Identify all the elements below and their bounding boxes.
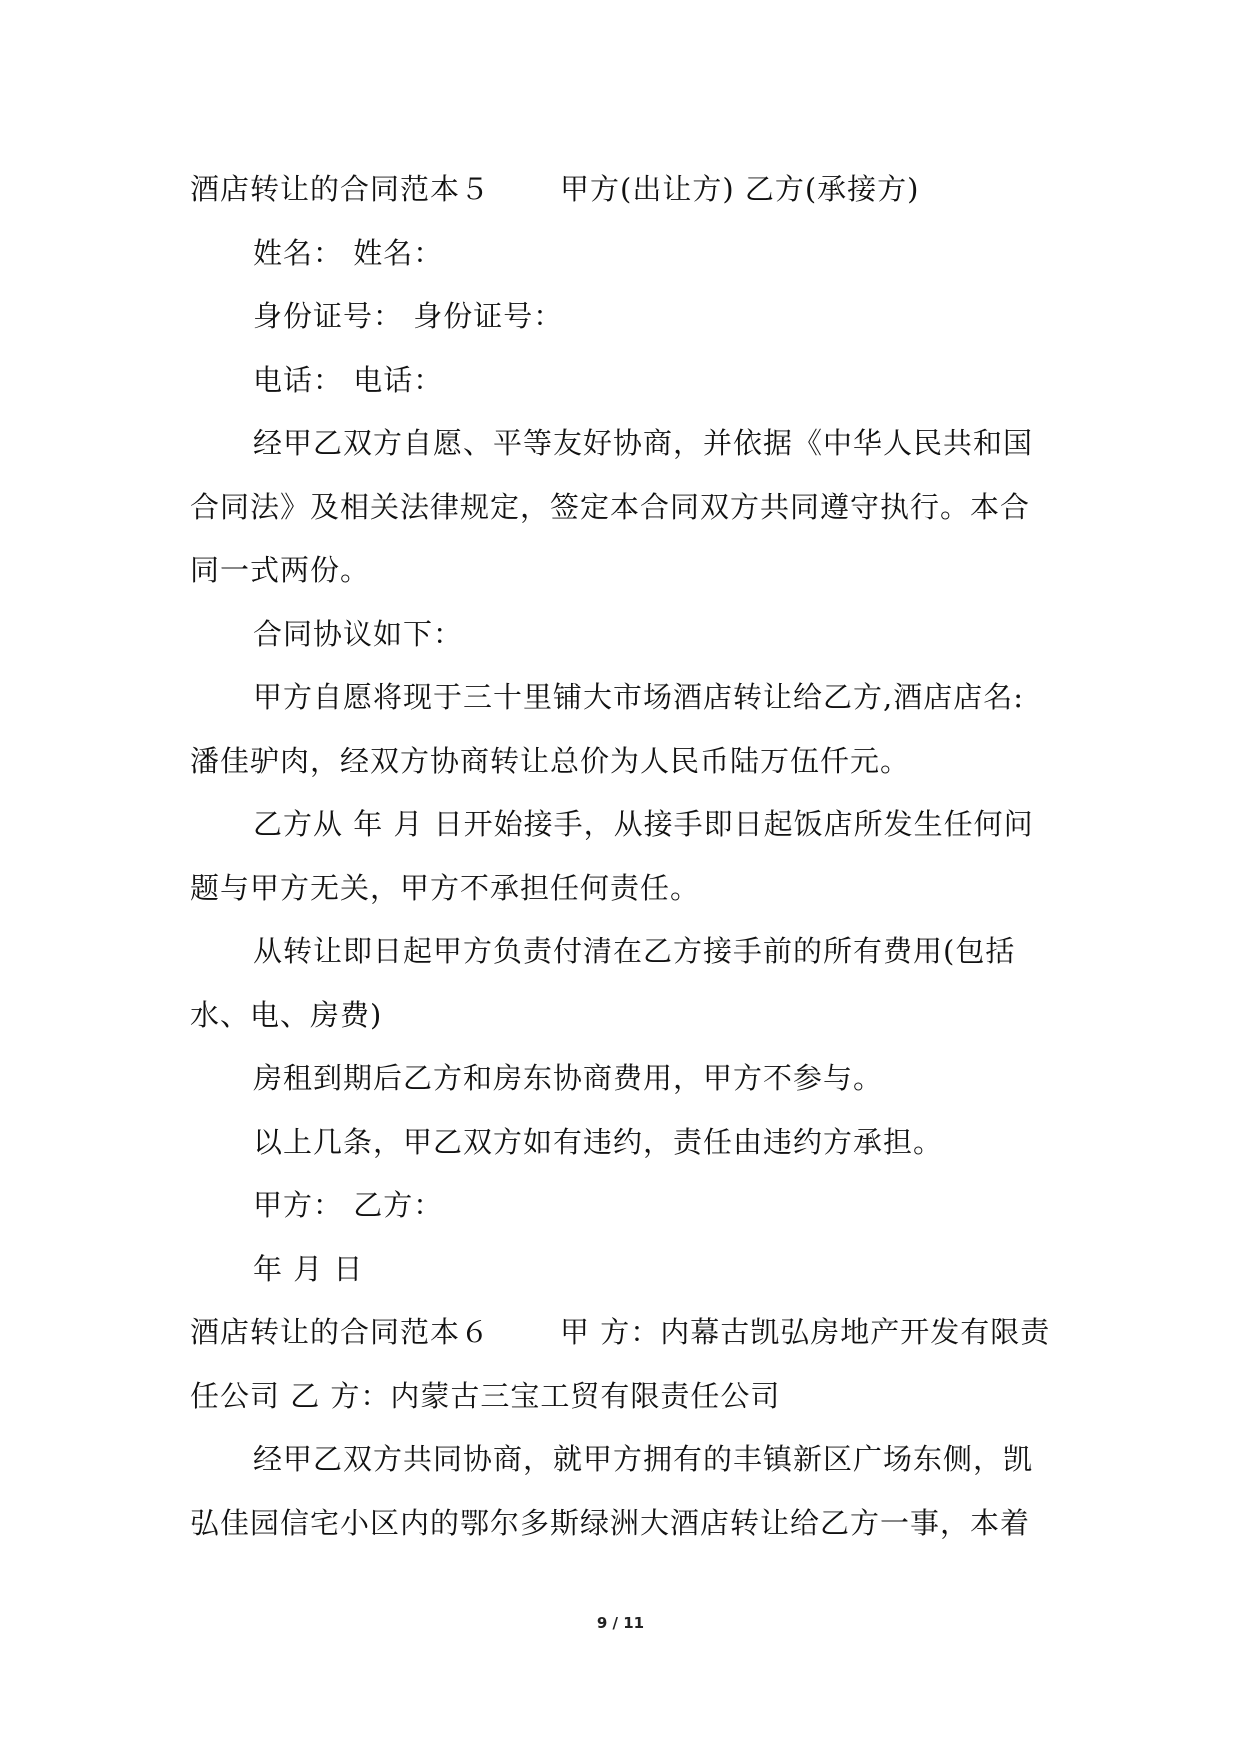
contract6-party-a: 甲 方：内幕古凯弘房地产开发有限责 [560,1315,1051,1349]
date-line: 年 月 日 [253,1251,364,1286]
contract5-heading-line [190,158,1060,222]
name-line: 姓名： 姓名： [253,235,444,270]
paragraph-line: 乙方从 年 月 日开始接手，从接手即日起饭店所发生任何问 [253,807,1034,841]
paragraph-line: 弘佳园信宅小区内的鄂尔多斯绿洲大酒店转让给乙方一事，本着 [190,1505,1031,1540]
paragraph-line: 甲方自愿将现于三十里铺大市场酒店转让给乙方,酒店店名: [253,680,1024,714]
phone-line: 电话： 电话： [253,362,444,397]
paragraph-line: 以上几条，甲乙双方如有违约，责任由违约方承担。 [253,1124,944,1159]
contract6-parties-line: 任公司 乙 方：内蒙古三宝工贸有限责任公司 [190,1378,781,1413]
paragraph-line: 合同法》及相关法律规定，签定本合同双方共同遵守执行。本合 [190,489,1031,524]
id-number-line: 身份证号： 身份证号： [253,299,564,333]
page-number: 9 / 11 [596,1614,645,1632]
paragraph-line: 水、电、房费) [190,997,383,1032]
document-body [190,158,1060,1555]
paragraph-line: 经甲乙双方自愿、平等友好协商，并依据《中华人民共和国 [253,426,1034,460]
paragraph-line: 同一式两份。 [190,553,371,587]
contract5-parties: 甲方(出让方) 乙方(承接方) [560,172,920,206]
contract6-heading-line [190,1301,1060,1365]
paragraph-line: 题与甲方无关，甲方不承担任何责任。 [190,870,701,905]
paragraph-line: 从转让即日起甲方负责付清在乙方接手前的所有费用(包括 [253,934,1016,968]
paragraph-line: 经甲乙双方共同协商，就甲方拥有的丰镇新区广场东侧，凯 [253,1442,1034,1476]
signature-line: 甲方： 乙方： [253,1188,444,1222]
paragraph-line: 潘佳驴肉，经双方协商转让总价为人民币陆万伍仟元。 [190,743,911,778]
agreement-heading: 合同协议如下： [253,616,464,651]
paragraph-line: 房租到期后乙方和房东协商费用，甲方不参与。 [253,1061,884,1095]
contract6-title: 酒店转让的合同范本６ [190,1315,491,1349]
contract5-title: 酒店转让的合同范本５ [190,172,491,206]
